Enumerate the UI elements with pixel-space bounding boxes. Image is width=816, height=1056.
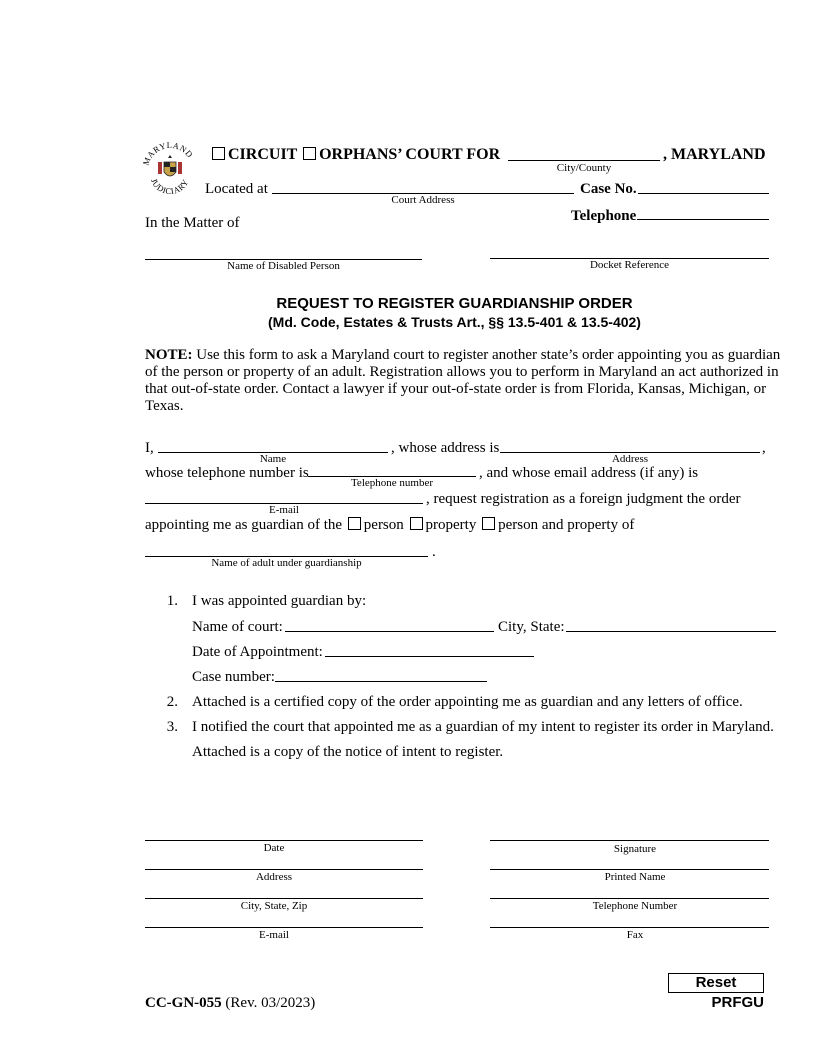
court-type-line xyxy=(210,146,500,164)
city-county-label: City/County xyxy=(556,162,612,174)
city-state-zip-label: City, State, Zip xyxy=(240,900,308,912)
printed-name-label: Printed Name xyxy=(604,871,666,883)
telephone-number-label: Telephone number xyxy=(350,477,433,489)
city-county-field[interactable] xyxy=(508,160,660,161)
case-number-label: Case number: xyxy=(192,669,275,685)
seal-ring-bottom-text: JUDICIARY xyxy=(148,176,191,197)
note-line-4: Texas. xyxy=(145,398,184,414)
orphans-court-label: ORPHANS’ COURT FOR xyxy=(319,146,501,163)
and-email-text: , and whose email address (if any) is xyxy=(479,465,699,481)
form-number: CC-GN-055 xyxy=(145,995,222,1011)
property-checkbox[interactable] xyxy=(410,517,423,530)
email-label: E-mail xyxy=(269,504,299,516)
case-no-field[interactable] xyxy=(638,193,769,194)
whose-address-text: , whose address is xyxy=(391,440,500,456)
item-3-number: 3. xyxy=(166,719,178,735)
circuit-checkbox[interactable] xyxy=(212,147,225,160)
person-label: person xyxy=(363,517,404,533)
signature-label: Signature xyxy=(613,843,657,855)
adult-period: . xyxy=(432,544,436,560)
form-title: REQUEST TO REGISTER GUARDIANSHIP ORDER xyxy=(276,295,633,312)
disabled-person-label: Name of Disabled Person xyxy=(227,260,340,272)
form-number-line xyxy=(145,995,315,1012)
reset-button[interactable]: Reset xyxy=(668,973,764,993)
seal-ring-top-text: MARYLAND xyxy=(140,140,196,167)
request-registration-text: , request registration as a foreign judgment the order xyxy=(426,491,741,507)
form-revision: (Rev. 03/2023) xyxy=(225,995,316,1011)
signature-field[interactable] xyxy=(490,840,769,841)
printed-name-field[interactable] xyxy=(490,869,769,870)
circuit-label: CIRCUIT xyxy=(228,146,298,163)
address-label: Address xyxy=(611,453,649,465)
date-label: Date xyxy=(263,842,285,854)
telephone-label: Telephone xyxy=(571,208,637,224)
note-line-3: that out-of-state order. Contact a lawyer if your out-of-state order is from Florida, Kansas, Michigan, or xyxy=(145,381,767,397)
sig-telephone-label: Telephone Number xyxy=(592,900,678,912)
maryland-label: , MARYLAND xyxy=(663,146,766,163)
note-text-1: Use this form to ask a Maryland court to register another state’s order appointing you as guardian xyxy=(196,347,781,363)
item-3-text-continued: Attached is a copy of the notice of intent to register. xyxy=(192,744,504,760)
svg-text:JUDICIARY xyxy=(149,177,191,196)
appointing-me-text: appointing me as guardian of the xyxy=(145,517,343,533)
note-line-2: of the person or property of an adult. Registration allows you to perform in Maryland an act authorized in xyxy=(145,364,779,380)
fax-field[interactable] xyxy=(490,927,769,928)
adult-name-label: Name of adult under guardianship xyxy=(211,557,362,569)
sig-address-label: Address xyxy=(255,871,293,883)
date-of-appointment-label: Date of Appointment: xyxy=(192,644,323,660)
person-checkbox[interactable] xyxy=(348,517,361,530)
name-of-court-field[interactable] xyxy=(285,631,494,632)
note-label: NOTE: xyxy=(145,347,193,363)
whose-telephone-text: whose telephone number is xyxy=(145,465,309,481)
orphans-court-checkbox[interactable] xyxy=(303,147,316,160)
name-of-court-label: Name of court: xyxy=(192,619,283,635)
item-2-number: 2. xyxy=(166,694,178,710)
city-state-zip-field[interactable] xyxy=(145,898,423,899)
case-number-field[interactable] xyxy=(275,681,487,682)
located-at-label: Located at xyxy=(205,181,268,197)
property-label: property xyxy=(425,517,477,533)
date-field[interactable] xyxy=(145,840,423,841)
sig-email-label: E-mail xyxy=(259,929,289,941)
person-and-property-checkbox[interactable] xyxy=(482,517,495,530)
docket-reference-label: Docket Reference xyxy=(589,259,670,271)
sig-email-field[interactable] xyxy=(145,927,423,928)
item-1-text: I was appointed guardian by: xyxy=(192,593,367,609)
city-state-label: City, State: xyxy=(498,619,565,635)
sig-address-field[interactable] xyxy=(145,869,423,870)
in-the-matter-label: In the Matter of xyxy=(145,215,240,231)
date-of-appointment-field[interactable] xyxy=(325,656,534,657)
maryland-judiciary-seal xyxy=(140,140,200,200)
note-line-1 xyxy=(145,347,780,364)
sig-telephone-field[interactable] xyxy=(490,898,769,899)
guardian-of-line xyxy=(145,517,634,534)
i-label: I, xyxy=(145,440,154,456)
case-no-label: Case No. xyxy=(580,181,637,197)
item-2-text: Attached is a certified copy of the order appointing me as guardian and any letters of office. xyxy=(192,694,743,710)
address-comma: , xyxy=(762,440,766,456)
name-label: Name xyxy=(259,453,287,465)
court-address-label: Court Address xyxy=(391,194,455,206)
person-and-property-label: person and property of xyxy=(498,517,635,533)
fax-label: Fax xyxy=(626,929,644,941)
form-code: PRFGU xyxy=(711,994,764,1011)
item-3-text: I notified the court that appointed me as a guardian of my intent to register its order in Maryland. xyxy=(192,719,774,735)
item-1-number: 1. xyxy=(166,593,178,609)
form-subtitle: (Md. Code, Estates & Trusts Art., §§ 13.5-401 & 13.5-402) xyxy=(268,314,641,330)
city-state-field[interactable] xyxy=(566,631,776,632)
telephone-field[interactable] xyxy=(637,219,769,220)
